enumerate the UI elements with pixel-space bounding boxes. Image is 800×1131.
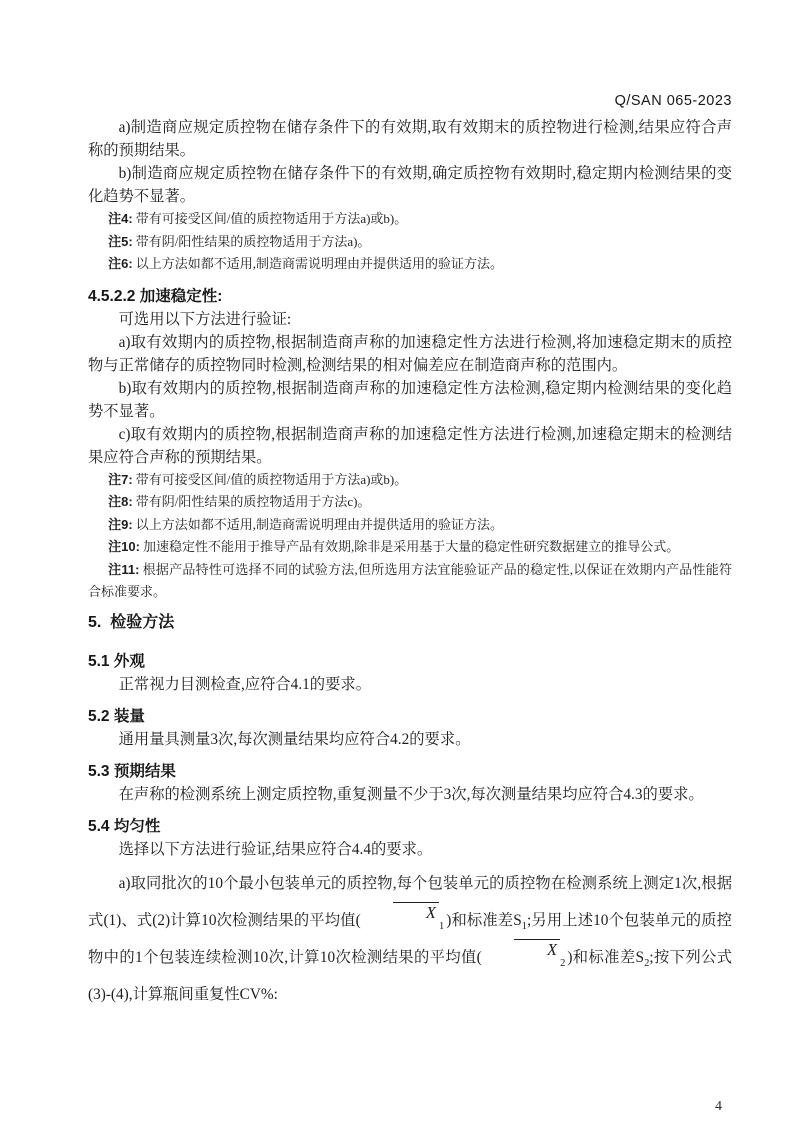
accel-method-b: b)取有效期内的质控物,根据制造商声称的加速稳定性方法检测,稳定期内检测结果的变化趋势不显著。: [88, 379, 732, 420]
heading-section-5: 5. 检验方法: [88, 613, 175, 631]
heading-5-1: 5.1 外观: [88, 652, 145, 670]
note-5-label: 注5:: [108, 233, 133, 249]
note-7-text: 带有可接受区间/值的质控物适用于方法a)或b)。: [135, 471, 408, 487]
formula-seg-2: )和标准差S: [446, 911, 522, 929]
note-9-text: 以上方法如都不适用,制造商需说明理由并提供适用的验证方法。: [135, 516, 503, 532]
note-8-text: 带有阴/阳性结果的质控物适用于方法c)。: [135, 494, 371, 509]
note-8: [88, 491, 732, 514]
accel-intro: 可选用以下方法进行验证:: [118, 310, 292, 328]
heading-5-3: 5.3 预期结果: [88, 762, 176, 780]
page-number: 4: [715, 1099, 722, 1114]
heading-5-2: 5.2 装量: [88, 707, 145, 725]
x-bar-2-formula: [482, 939, 568, 976]
para-5-3: 在声称的检测系统上测定质控物,重复测量不少于3次,每次测量结果均应符合4.3的要求。: [118, 785, 704, 803]
x-bar-2-subscript: 2: [560, 957, 566, 969]
note-11-label: 注11:: [108, 561, 140, 577]
note-11-text: 根据产品特性可选择不同的试验方法,但所选用方法宜能验证产品的稳定性,以保证在效期内产品性能符合标准要求。: [88, 561, 732, 599]
note-10-label: 注10:: [108, 539, 140, 554]
s2-subscript: 2: [644, 957, 650, 969]
note-9: [88, 514, 732, 537]
note-7-label: 注7:: [108, 471, 133, 487]
note-6: [88, 253, 732, 276]
doc-code: Q/SAN 065-2023: [614, 93, 732, 109]
heading-5-4: 5.4 均匀性: [88, 817, 161, 835]
s1-subscript: 1: [521, 920, 527, 932]
note-4-text: 带有可接受区间/值的质控物适用于方法a)或b)。: [135, 211, 408, 226]
formula-seg-4: )和标准差S: [567, 948, 645, 966]
note-10: [88, 536, 732, 559]
accel-method-a: a)取有效期内的质控物,根据制造商声称的加速稳定性方法进行检测,将加速稳定期末的质控物与正常储存的质控物同时检测,检测结果的相对偏差应在制造商声称的范围内。: [88, 333, 732, 374]
note-6-label: 注6:: [108, 256, 133, 271]
note-5: [88, 231, 732, 254]
x-bar-1-formula: [361, 902, 447, 939]
para-5-2: 通用量具测量3次,每次测量结果均应符合4.2的要求。: [118, 730, 471, 748]
para-5-1: 正常视力目测检查,应符合4.1的要求。: [118, 675, 371, 693]
x-bar-2-variable: X: [514, 939, 560, 958]
note-9-label: 注9:: [108, 516, 133, 532]
note-10-text: 加速稳定性不能用于推导产品有效期,除非是采用基于大量的稳定性研究数据建立的推导公式。: [142, 539, 680, 554]
note-11: [88, 559, 732, 604]
note-4-label: 注4:: [108, 211, 133, 226]
x-bar-1-variable: X: [393, 902, 439, 921]
heading-4-5-2-2: 4.5.2.2 加速稳定性:: [88, 287, 223, 305]
formula-seg-1: a)取同批次的10个最小包装单元的质控物,每个包装单元的质控物在检测系统上测定1次,根据式(1)、式(2)计算10次检测结果的平均值(: [88, 874, 732, 929]
note-5-text: 带有阴/阳性结果的质控物适用于方法a)。: [135, 233, 371, 249]
page-header: [88, 93, 732, 109]
note-7: [88, 469, 732, 492]
note-8-label: 注8:: [108, 494, 133, 509]
accel-method-c: c)取有效期内的质控物,根据制造商声称的加速稳定性方法进行检测,加速稳定期末的检测结果应符合声称的预期结果。: [88, 425, 732, 466]
x-bar-1-subscript: 1: [438, 920, 445, 932]
storage-method-b: b)制造商应规定质控物在储存条件下的有效期,确定质控物有效期时,稳定期内检测结果的变化趋势不显著。: [88, 165, 732, 205]
note-6-text: 以上方法如都不适用,制造商需说明理由并提供适用的验证方法。: [135, 256, 503, 271]
para-5-4-method-a: [88, 865, 732, 1013]
formula-seg-3: ;另用上述10个包装单元的质控物中的1个包装连续检测10次,计算10次检测结果的平均值(: [88, 911, 732, 966]
formula-seg-5: ;按下列公式(3)-(4),计算瓶间重复性CV%:: [88, 948, 732, 1003]
note-4: [88, 208, 732, 231]
storage-method-a: a)制造商应规定质控物在储存条件下的有效期,取有效期末的质控物进行检测,结果应符合声称的预期结果。: [88, 119, 732, 159]
para-5-4-intro: 选择以下方法进行验证,结果应符合4.4的要求。: [118, 840, 433, 858]
